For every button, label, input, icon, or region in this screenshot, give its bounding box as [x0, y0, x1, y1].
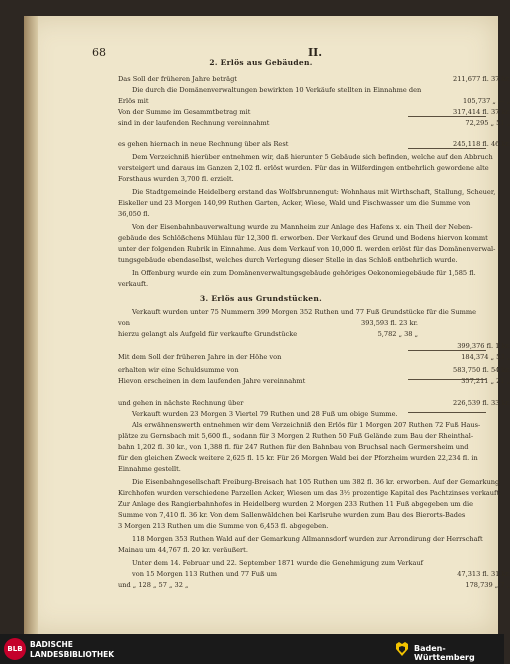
line-amount: 72,295 „ 51 „ — [465, 119, 510, 127]
text-line — [118, 558, 510, 569]
text-line — [118, 198, 510, 209]
text-line — [118, 352, 510, 363]
text-line — [118, 365, 510, 376]
sum-rule — [408, 350, 486, 351]
text-line — [118, 569, 510, 580]
text-line — [118, 209, 510, 220]
text-line — [118, 255, 510, 266]
line-text: Mainau um 44,767 fl. 20 kr. veräußert. — [118, 546, 248, 554]
line-text: verkauft. — [118, 280, 149, 288]
text-line — [118, 187, 510, 198]
line-text: Kirchhofen wurden verschiedene Parzellen Acker, Wiesen um das 3½ prozentige Kapital des Pachtzinses verkauft. — [118, 489, 502, 497]
sum-rule — [408, 148, 486, 149]
text-line — [118, 152, 510, 163]
text-line — [118, 442, 510, 453]
blb-logo[interactable]: BLB — [4, 638, 26, 660]
line-text: Von der Summe im Gesammtbetrag mit — [118, 108, 251, 116]
line-amount: 583,750 fl. 54 kr. — [453, 366, 510, 374]
line-amount: 105,737 „ — „ — [463, 97, 510, 105]
line-amount: 184,374 „ 53 „ — [461, 353, 510, 361]
line-text: Mit dem Soll der früheren Jahre in der Höhe von — [118, 353, 282, 361]
line-text: sind in der laufenden Rechnung vereinnahmt — [118, 119, 270, 127]
line-amount: 317,414 fl. 37 kr. — [453, 108, 510, 116]
line-text: erhalten wir eine Schuldsumme von — [118, 366, 239, 374]
line-amount: 399,376 fl. 1 kr. — [457, 342, 510, 350]
text-line — [118, 580, 510, 591]
library-name-line2: LANDESBIBLIOTHEK — [30, 649, 115, 659]
line-text: unter der folgenden Rubrik in Einnahme. Aus dem Verkauf von 10,000 fl. werden erlöst für das Domänenverwal- — [118, 245, 496, 253]
line-text: bahn 1,202 fl. 30 kr., von 1,388 fl. für 247 Ruthen für den Bahnbau von Bruchsal nach Germersheim und — [118, 443, 469, 451]
text-line — [118, 329, 510, 340]
line-text: Die durch die Domänenverwaltungen bewirkten 10 Verkäufe stellten in Einnahme den — [132, 86, 422, 94]
library-name — [30, 640, 114, 659]
line-text: gebäude des Schlößchens Mühlau für 12,300 fl. erworben. Der Verkauf des Grund und Bodens hiervon kommt — [118, 234, 488, 242]
line-text: es gehen hiernach in neue Rechnung über als Rest — [118, 140, 289, 148]
line-text: hierzu gelangt als Aufgeld für verkaufte Grundstücke — [118, 330, 298, 338]
line-text: Von der Eisenbahnbauverwaltung wurde zu Mannheim zur Anlage des Hafens x. ein Theil der Neben- — [132, 223, 473, 231]
line-text: Dem Verzeichniß hierüber entnehmen wir, daß hierunter 5 Gebäude sich befinden, welche auf den Abbruch — [132, 153, 493, 161]
text-line — [118, 398, 510, 409]
baden-wuerttemberg-logo-icon — [394, 641, 410, 657]
text-line — [118, 244, 510, 255]
line-text: Forsthaus wurden 3,700 fl. erzielt. — [118, 175, 234, 183]
text-line — [118, 376, 510, 387]
text-line — [118, 307, 510, 318]
book-page — [24, 16, 510, 634]
line-text: Verkauft wurden 23 Morgen 3 Viertel 79 Ruthen und 28 Fuß um obige Summe. — [132, 410, 398, 418]
line-text: tungsgebäude ebendaselbst, welches durch Verlegung dieser Stelle in das Schloß entbehrlich wurde. — [118, 256, 458, 264]
line-text: und gehen in nächste Rechnung über — [118, 399, 244, 407]
state-name: Baden-Württemberg — [414, 644, 475, 662]
line-text: Verkauft wurden unter 75 Nummern 399 Morgen 352 Ruthen und 77 Fuß Grundstücke für die Summe — [132, 308, 476, 316]
text-line — [118, 74, 510, 85]
line-text: 118 Morgen 353 Ruthen Wald auf der Gemarkung Allmannsdorf wurden zur Arrondirung der Herrschaft — [132, 535, 483, 543]
line-text: versteigert und daraus im Ganzen 2,102 fl. erlöst wurden. Für das in Wilferdingen entbehrlich gewordene alte — [118, 164, 489, 172]
text-line — [118, 545, 510, 556]
footer-bar — [0, 634, 504, 664]
line-amount: 226,539 fl. 33 kr. — [453, 399, 510, 407]
library-name-line1: BADISCHE — [30, 640, 73, 649]
line-text: plätze zu Gernsbach mit 5,600 fl., sodann für 3 Morgen 2 Ruthen 50 Fuß Gelände zum Bau der Rheinthal- — [118, 432, 474, 440]
text-line — [118, 477, 510, 488]
section-title-buildings: 2. Erlös aus Gebäuden. — [209, 58, 313, 67]
page-spine — [24, 16, 38, 634]
text-line — [118, 233, 510, 244]
line-text: Unter dem 14. Februar und 22. September 1871 wurde die Genehmigung zum Verkauf — [132, 559, 424, 567]
line-text: und „ 128 „ 57 „ 32 „ — [118, 581, 189, 589]
line-text: Die Stadtgemeinde Heidelberg erstand das Wolfsbrunnengut: Wohnhaus mit Wirthschaft, Stallung, Scheuer, — [132, 188, 496, 196]
text-line — [118, 96, 510, 107]
page-number: 68 — [92, 46, 106, 59]
chapter-number: II. — [308, 46, 323, 59]
line-text: Zur Anlage des Rangierbahnhofes in Heidelberg wurden 2 Morgen 233 Ruthen 11 Fuß abgegeben um die — [118, 500, 474, 508]
text-line — [118, 431, 510, 442]
text-line — [118, 488, 510, 499]
line-text: Die Eisenbahngesellschaft Freiburg-Breisach hat 105 Ruthen um 382 fl. 36 kr. erworben. Auf der Gemarkung — [132, 478, 500, 486]
text-line — [118, 420, 510, 431]
line-text: Summe von 7,410 fl. 36 kr. Von dem Sallenwäldchen bei Karlsruhe wurden zum Bau des Bierorts-Bades — [118, 511, 466, 519]
line-text: Als erwähnenswerth entnehmen wir dem Verzeichniß den Erlös für 1 Morgen 207 Ruthen 72 Fuß Haus- — [132, 421, 481, 429]
sum-rule — [408, 412, 486, 413]
text-line — [118, 534, 510, 545]
line-amount: 211,677 fl. 37 kr. — [453, 75, 510, 83]
line-text: 3 Morgen 213 Ruthen um die Summe von 6,453 fl. abgegeben. — [118, 522, 329, 530]
text-line — [118, 118, 510, 129]
line-amount: 393,593 fl. 23 kr. — [361, 319, 418, 327]
line-text: Hievon erscheinen in dem laufenden Jahre vereinnahmt — [118, 377, 306, 385]
text-line — [118, 85, 510, 96]
text-line — [118, 163, 510, 174]
text-line — [118, 453, 510, 464]
line-text: Eiskeller und 23 Morgen 140,99 Ruthen Garten, Acker, Wiese, Wald und Fischwasser um die Summe von — [118, 199, 471, 207]
text-line — [118, 510, 510, 521]
line-amount: 178,739 „ 7 „ — [465, 581, 510, 589]
text-line — [118, 174, 510, 185]
line-amount: 357,211 „ 21 „ — [461, 377, 510, 385]
text-line — [118, 409, 510, 420]
line-amount: 47,313 fl. 31 kr. — [457, 570, 510, 578]
line-amount: 5,782 „ 38 „ — [377, 330, 418, 338]
line-text: Erlös mit — [118, 97, 149, 105]
line-text: In Offenburg wurde ein zum Domänenverwaltungsgebäude gehöriges Oekonomiegebäude für 1,585 fl. — [132, 269, 476, 277]
sum-rule — [408, 379, 486, 380]
line-amount: 245,118 fl. 46 kr. — [453, 140, 510, 148]
line-text: für den gleichen Zweck weitere 2,625 fl. 15 kr. Für 26 Morgen Wald bei der Pforzheim wurden 22,234 fl. in — [118, 454, 478, 462]
line-text: von — [118, 319, 130, 327]
sum-rule — [408, 116, 486, 117]
text-line — [118, 268, 510, 279]
text-line — [118, 222, 510, 233]
text-line — [118, 464, 510, 475]
section-title-land: 3. Erlös aus Grundstücken. — [200, 294, 322, 303]
line-text: von 15 Morgen 113 Ruthen und 77 Fuß um — [132, 570, 278, 578]
text-line — [118, 318, 510, 329]
line-text: 36,050 fl. — [118, 210, 150, 218]
text-line — [118, 521, 510, 532]
text-line — [118, 499, 510, 510]
line-text: Einnahme gestellt. — [118, 465, 181, 473]
text-line — [118, 279, 510, 290]
line-text: Das Soll der früheren Jahre beträgt — [118, 75, 237, 83]
